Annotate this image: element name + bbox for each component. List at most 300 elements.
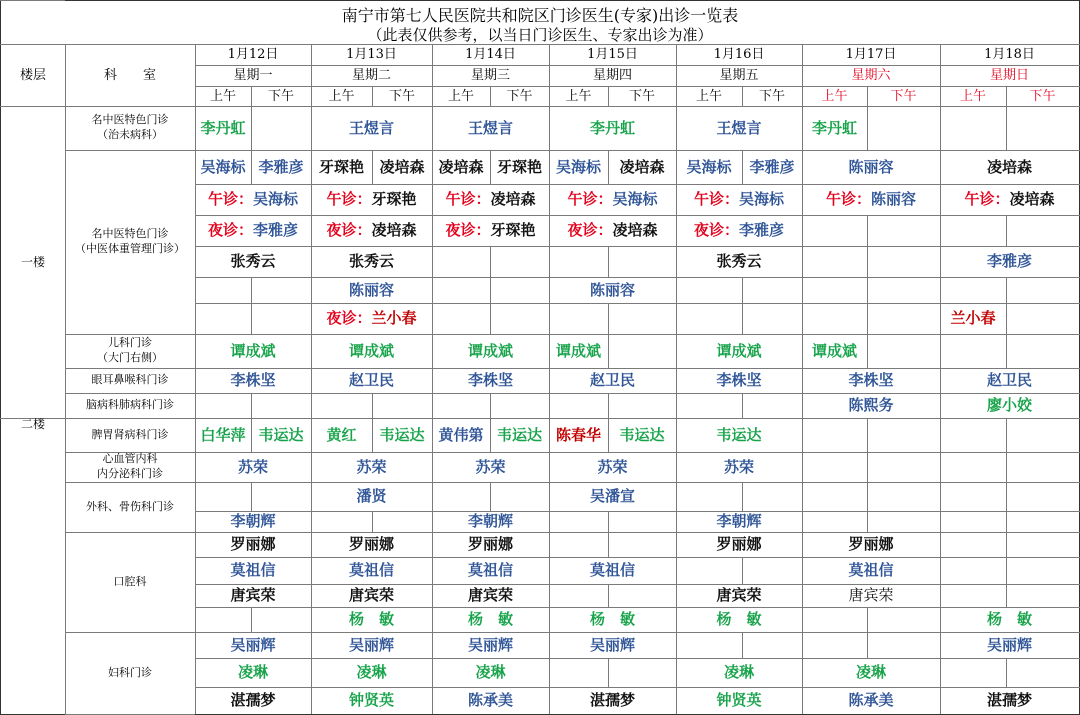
doctor-name: 莫祖信 [230, 561, 276, 579]
doctor-cell [432, 532, 549, 557]
grid-vline [251, 393, 252, 418]
doctor-name: 李朝辉 [716, 512, 762, 530]
doctor-name: 吴潘宣 [589, 487, 635, 505]
doctor-name: 谭成斌 [716, 341, 762, 360]
doctor-name: 白华萍 [200, 425, 246, 444]
grid-vline [251, 607, 252, 632]
doctor-cell [549, 277, 676, 303]
grid-vline [251, 277, 252, 303]
grid-vline [1006, 215, 1007, 246]
grid-vline [490, 246, 491, 277]
grid-vline [549, 658, 550, 687]
doctor-cell [311, 150, 372, 184]
doctor-cell [311, 106, 432, 150]
doctor-cell [195, 246, 311, 277]
am-header: 上午 [209, 88, 236, 104]
doctor-cell [432, 334, 549, 368]
doctor-cell [195, 334, 311, 368]
doctor-cell [311, 215, 432, 246]
department-label [65, 368, 195, 393]
doctor-cell [311, 368, 432, 393]
doctor-name: 陈承美 [467, 691, 513, 709]
doctor-name: 湛孺梦 [986, 691, 1032, 709]
doctor-name: 潘贤 [356, 487, 387, 505]
department-label [65, 106, 195, 150]
grid-vline [1006, 658, 1007, 687]
doctor-name: 凌琳 [356, 663, 387, 681]
doctor-name: 吴丽辉 [467, 635, 513, 654]
grid-vline [940, 532, 941, 557]
grid-vline [676, 277, 677, 303]
doctor-name: 莫祖信 [589, 561, 635, 579]
doctor-cell [311, 687, 432, 714]
doctor-cell [195, 106, 251, 150]
doctor-name: 莫祖信 [348, 561, 394, 579]
doctor-cell [311, 532, 432, 557]
grid-vline [490, 393, 491, 418]
grid-vline [742, 632, 743, 658]
doctor-name: 陈熙务 [848, 396, 894, 414]
doctor-name: 李雅彦 [253, 221, 299, 239]
doctor-cell [432, 184, 549, 215]
grid-vline [940, 106, 941, 150]
doctor-cell [311, 184, 432, 215]
date-header: 1月14日 [465, 47, 516, 62]
grid-vline [608, 511, 609, 532]
doctor-cell [549, 482, 676, 511]
grid-vline [940, 215, 941, 246]
doctor-cell [432, 557, 549, 584]
doctor-name: 王煜言 [467, 118, 513, 137]
grid-vline [1006, 106, 1007, 150]
am-header: 上午 [447, 88, 474, 104]
doctor-name: 谭成斌 [348, 341, 394, 360]
doctor-cell [195, 215, 311, 246]
doctor-cell [802, 584, 940, 607]
grid-vline [1006, 532, 1007, 557]
date-header: 1月18日 [984, 47, 1035, 62]
doctor-name: 韦运达 [496, 425, 542, 444]
doctor-name: 牙琛艳 [490, 221, 536, 239]
grid-vline [867, 418, 868, 452]
grid-vline [940, 658, 941, 687]
weekday-header: 星期五 [719, 68, 759, 83]
doctor-cell [311, 277, 432, 303]
doctor-name: 陈丽容 [848, 157, 894, 176]
weekday-header: 星期三 [470, 68, 510, 83]
weekday-header: 星期一 [233, 68, 273, 83]
doctor-cell [676, 106, 802, 150]
floor-label-text: 一楼 [20, 255, 45, 269]
grid-vline [676, 393, 677, 418]
doctor-cell [549, 632, 676, 658]
doctor-name: 唐宾荣 [716, 586, 762, 604]
department-line: 名中医特色门诊 [91, 227, 169, 241]
grid-vline [1006, 277, 1007, 303]
grid-vline [608, 532, 609, 557]
doctor-name: 兰小春 [371, 309, 417, 327]
grid-hline [195, 511, 1080, 512]
doctor-cell [311, 452, 432, 482]
session-prefix: 午诊： [964, 190, 1010, 208]
department-line: 眼耳鼻喉科门诊 [91, 373, 169, 387]
doctor-cell [311, 607, 432, 632]
doctor-cell [676, 452, 802, 482]
doctor-name: 湛孺梦 [589, 691, 635, 709]
doctor-name: 韦运达 [379, 425, 425, 444]
department-line: 脑病科肺病科门诊 [86, 398, 174, 412]
department-line: 妇科门诊 [108, 665, 152, 679]
doctor-name: 莫祖信 [848, 561, 894, 579]
grid-vline [867, 106, 868, 150]
doctor-name: 李丹虹 [200, 118, 246, 137]
doctor-name: 韦运达 [716, 425, 762, 444]
doctor-name: 凌培森 [1009, 190, 1055, 208]
session-prefix: 夜诊： [693, 221, 739, 239]
doctor-cell [311, 303, 432, 334]
weekday-header: 星期六 [851, 68, 891, 83]
doctor-cell [676, 418, 802, 452]
doctor-name: 凌培森 [379, 157, 425, 176]
grid-vline [802, 215, 803, 246]
doctor-cell [802, 334, 867, 368]
doctor-cell [676, 687, 802, 714]
doctor-name: 凌琳 [723, 663, 754, 681]
doctor-cell [195, 557, 311, 584]
doctor-cell [490, 150, 549, 184]
doctor-name: 吴海标 [612, 190, 658, 208]
pm-header: 下午 [628, 88, 655, 104]
doctor-name: 李株坚 [230, 371, 276, 389]
doctor-cell [676, 584, 802, 607]
doctor-name: 杨 敏 [589, 610, 635, 628]
department-label [65, 418, 195, 452]
doctor-cell [802, 687, 940, 714]
doctor-name: 李朝辉 [230, 512, 276, 530]
grid-vline [490, 482, 491, 511]
doctor-name: 赵卫民 [986, 371, 1032, 389]
doctor-name: 湛孺梦 [230, 691, 276, 709]
doctor-cell [251, 150, 311, 184]
doctor-cell [372, 418, 432, 452]
doctor-cell [549, 687, 676, 714]
doctor-name: 凌琳 [475, 663, 506, 681]
doctor-cell [311, 557, 432, 584]
department-label [65, 532, 195, 632]
doctor-cell [676, 150, 742, 184]
doctor-cell [195, 184, 311, 215]
doctor-cell [432, 368, 549, 393]
am-header: 上午 [695, 88, 722, 104]
doctor-name: 凌培森 [490, 190, 536, 208]
doctor-name: 苏荣 [723, 457, 754, 476]
floor-label-text: 二楼 [20, 418, 45, 430]
doctor-name: 谭成斌 [230, 341, 276, 360]
grid-vline [1006, 452, 1007, 482]
grid-vline [742, 482, 743, 511]
doctor-name: 陈丽容 [348, 280, 394, 299]
grid-vline [372, 511, 373, 532]
doctor-name: 赵卫民 [348, 371, 394, 389]
department-label [65, 150, 195, 334]
grid-vline [1006, 511, 1007, 532]
doctor-name: 吴海标 [200, 157, 246, 176]
session-prefix: 夜诊： [445, 221, 491, 239]
doctor-cell [195, 418, 251, 452]
doctor-name: 凌琳 [237, 663, 268, 681]
doctor-cell [432, 511, 549, 532]
doctor-cell [676, 607, 802, 632]
doctor-cell [432, 658, 549, 687]
grid-vline [802, 303, 803, 334]
department-line: 脾胃肾病科门诊 [91, 427, 169, 441]
page-title: 南宁市第七人民医院共和院区门诊医生(专家)出诊一览表 [341, 6, 739, 25]
grid-vline [251, 106, 252, 150]
doctor-cell [432, 607, 549, 632]
weekday-header: 星期二 [351, 68, 391, 83]
session-prefix: 午诊： [207, 190, 253, 208]
floor-header: 楼层 [19, 67, 46, 83]
am-header: 上午 [565, 88, 592, 104]
doctor-cell [676, 368, 802, 393]
doctor-name: 吴海标 [686, 157, 732, 176]
grid-vline [940, 482, 941, 511]
am-header: 上午 [821, 88, 848, 104]
department-label [65, 393, 195, 418]
doctor-cell [311, 482, 432, 511]
doctor-cell [676, 246, 802, 277]
date-header: 1月13日 [346, 47, 397, 62]
doctor-name: 牙琛艳 [371, 190, 417, 208]
grid-vline [490, 303, 491, 334]
grid-vline [1006, 482, 1007, 511]
am-header: 上午 [959, 88, 986, 104]
doctor-cell [940, 303, 1006, 334]
doctor-name: 李雅彦 [986, 252, 1032, 270]
doctor-name: 钟贤英 [716, 691, 762, 709]
doctor-cell [940, 368, 1079, 393]
session-prefix: 午诊： [825, 190, 871, 208]
grid-vline [311, 511, 312, 532]
doctor-name: 罗丽娜 [348, 535, 394, 553]
weekday-header: 星期四 [592, 68, 632, 83]
doctor-cell [676, 532, 802, 557]
grid-vline [940, 557, 941, 584]
doctor-cell [549, 368, 676, 393]
pm-header: 下午 [506, 88, 533, 104]
department-line: 心血管内科 [102, 452, 158, 466]
grid-vline [490, 277, 491, 303]
doctor-cell [372, 150, 432, 184]
doctor-name: 李丹虹 [589, 118, 635, 137]
session-prefix: 夜诊： [567, 221, 613, 239]
doctor-name: 杨 敏 [986, 610, 1032, 628]
session-prefix: 午诊： [693, 190, 739, 208]
doctor-name: 罗丽娜 [716, 535, 762, 553]
doctor-cell [549, 418, 608, 452]
department-label [65, 632, 195, 714]
grid-vline [867, 607, 868, 632]
doctor-cell [251, 418, 311, 452]
grid-vline [549, 303, 550, 334]
am-header: 上午 [328, 88, 355, 104]
pm-header: 下午 [388, 88, 415, 104]
date-header: 1月15日 [587, 47, 638, 62]
grid-vline [549, 584, 550, 607]
doctor-cell [195, 687, 311, 714]
department-label [65, 482, 195, 532]
grid-vline [432, 277, 433, 303]
grid-vline [867, 334, 868, 368]
grid-vline [940, 418, 941, 452]
doctor-cell [432, 418, 490, 452]
doctor-name: 凌培森 [438, 157, 484, 176]
grid-vline [676, 303, 677, 334]
grid-vline [608, 246, 609, 277]
doctor-cell [549, 607, 676, 632]
grid-vline [608, 584, 609, 607]
session-prefix: 夜诊： [207, 221, 253, 239]
floor-label [1, 106, 65, 418]
department-line: 外科、骨伤科门诊 [86, 499, 174, 513]
doctor-cell [676, 215, 802, 246]
pm-header: 下午 [267, 88, 294, 104]
doctor-cell [432, 687, 549, 714]
doctor-name: 吴丽辉 [986, 635, 1032, 654]
doctor-name: 苏荣 [597, 457, 628, 476]
grid-vline [867, 482, 868, 511]
doctor-name: 吴丽辉 [348, 635, 394, 654]
grid-vline [802, 511, 803, 532]
doctor-cell [676, 511, 802, 532]
date-header: 1月12日 [227, 47, 279, 62]
doctor-cell [608, 418, 676, 452]
doctor-cell [311, 334, 432, 368]
grid-vline [549, 532, 550, 557]
doctor-name: 黄红 [326, 425, 357, 444]
grid-vline [608, 393, 609, 418]
grid-vline [867, 215, 868, 246]
grid-vline [742, 277, 743, 303]
session-prefix: 午诊： [567, 190, 613, 208]
doctor-name: 吴海标 [739, 190, 785, 208]
doctor-name: 吴丽辉 [589, 635, 635, 654]
doctor-name: 王煜言 [348, 118, 394, 137]
doctor-cell [549, 557, 676, 584]
doctor-name: 陈承美 [848, 691, 894, 709]
department-line: 口腔科 [113, 574, 147, 588]
grid-vline [432, 482, 433, 511]
page-subtitle: （此表仅供参考，以当日门诊医生、专家出诊为准） [367, 26, 713, 44]
doctor-name: 凌琳 [855, 663, 886, 681]
doctor-cell [802, 557, 940, 584]
grid-vline [742, 393, 743, 418]
doctor-name: 罗丽娜 [467, 535, 513, 553]
grid-vline [867, 246, 868, 277]
grid-vline [549, 246, 550, 277]
doctor-name: 李株坚 [716, 371, 762, 389]
doctor-cell [549, 184, 676, 215]
doctor-cell [802, 184, 940, 215]
department-header: 科 室 [103, 67, 156, 83]
grid-vline [867, 632, 868, 658]
weekday-header: 星期日 [989, 68, 1029, 83]
grid-vline [608, 658, 609, 687]
doctor-name: 牙琛艳 [318, 157, 364, 176]
grid-vline [802, 452, 803, 482]
doctor-name: 凌培森 [986, 157, 1032, 176]
doctor-cell [549, 215, 676, 246]
doctor-cell [195, 584, 311, 607]
doctor-name: 唐宾荣 [848, 586, 894, 604]
doctor-name: 陈丽容 [871, 190, 917, 208]
doctor-cell [549, 452, 676, 482]
doctor-name: 张秀云 [716, 252, 762, 270]
doctor-cell [940, 184, 1079, 215]
doctor-cell [802, 532, 940, 557]
doctor-name: 凌培森 [371, 221, 417, 239]
date-header: 1月16日 [713, 47, 765, 62]
doctor-cell [549, 106, 676, 150]
doctor-cell [432, 106, 549, 150]
doctor-cell [676, 334, 802, 368]
grid-vline [742, 303, 743, 334]
grid-vline [940, 452, 941, 482]
doctor-cell [549, 334, 608, 368]
doctor-name: 钟贤英 [348, 691, 394, 709]
doctor-cell [195, 452, 311, 482]
doctor-name: 谭成斌 [467, 341, 513, 360]
doctor-name: 唐宾荣 [348, 586, 394, 604]
grid-vline [1006, 303, 1007, 334]
doctor-cell [742, 150, 802, 184]
doctor-name: 唐宾荣 [467, 586, 513, 604]
doctor-name: 吴丽辉 [230, 635, 276, 654]
doctor-cell [195, 532, 311, 557]
grid-vline [802, 246, 803, 277]
doctor-name: 韦运达 [619, 425, 665, 444]
doctor-cell [940, 607, 1079, 632]
grid-vline [432, 393, 433, 418]
doctor-name: 李株坚 [848, 371, 894, 389]
doctor-name: 韦运达 [258, 425, 304, 444]
doctor-cell [195, 658, 311, 687]
doctor-name: 苏荣 [237, 457, 268, 476]
department-line: 儿科门诊 [108, 336, 152, 350]
doctor-name: 黄伟第 [438, 425, 484, 444]
grid-vline [432, 303, 433, 334]
doctor-name: 陈春华 [555, 425, 601, 444]
grid-vline [940, 584, 941, 607]
grid-vline [251, 482, 252, 511]
doctor-cell [549, 150, 608, 184]
doctor-name: 苏荣 [475, 457, 506, 476]
doctor-name: 李雅彦 [749, 157, 795, 176]
doctor-name: 李朝辉 [467, 512, 513, 530]
grid-vline [802, 607, 803, 632]
floor-label [1, 418, 65, 430]
grid-vline [1006, 334, 1007, 368]
grid-vline [608, 334, 609, 368]
doctor-name: 李株坚 [467, 371, 513, 389]
grid-vline [1006, 584, 1007, 607]
doctor-cell [940, 246, 1079, 277]
session-prefix: 夜诊： [326, 309, 372, 327]
doctor-cell [311, 584, 432, 607]
doctor-cell [432, 632, 549, 658]
session-prefix: 夜诊： [326, 221, 372, 239]
doctor-name: 张秀云 [230, 252, 276, 270]
